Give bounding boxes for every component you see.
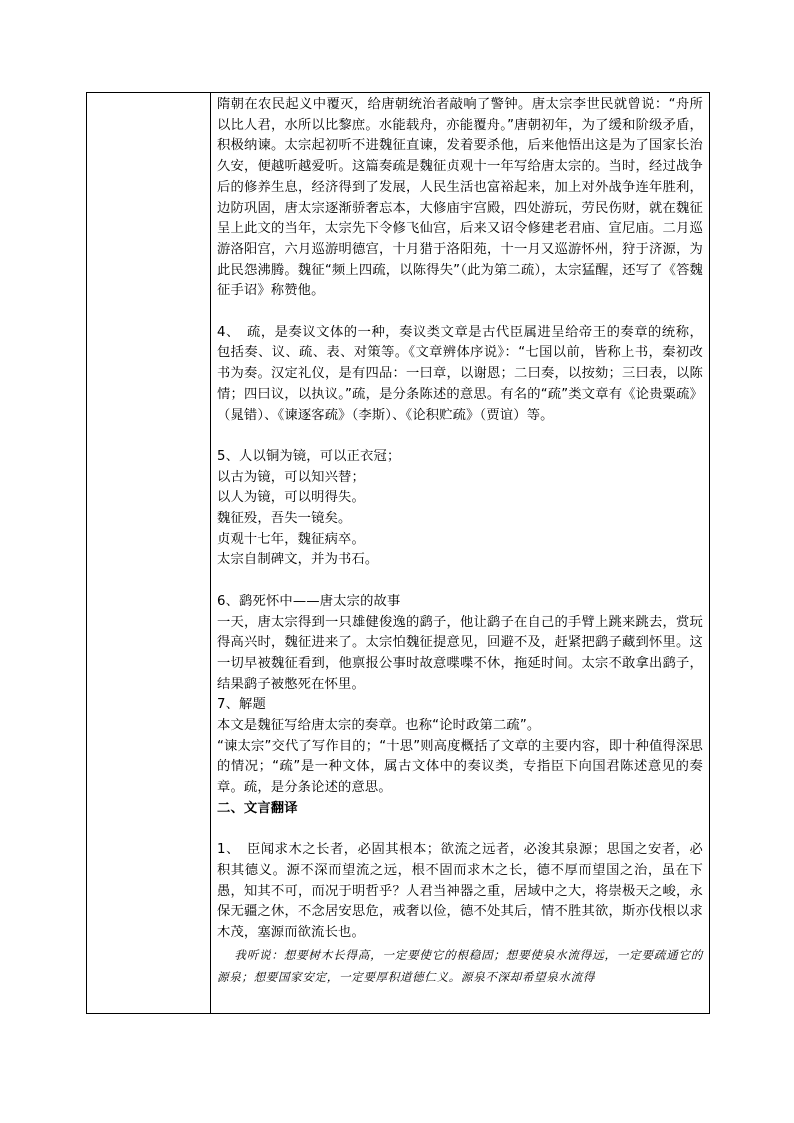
mirror-line: 贞观十七年，魏征病卒。 [217,531,365,547]
section-heading: 二、文言翻译 [217,800,298,816]
story-text: 一天，唐太宗得到一只雄健俊逸的鹞子，他让鹞子在自己的手臂上跳来跳去，赏玩得高兴时，魏征进来了。太宗怕魏征提意见，回避不及，赶紧把鹞子藏到怀里。这一切早被魏征看到，他禀报公事时故意喋喋不休，拖延时间。太宗不敢拿出鹞子，结果鹞子被憋死在怀里。 [217,614,703,692]
mirror-line: 太宗自制碑文，并为书石。 [217,552,379,568]
story-title: 6、鹞死怀中——唐太宗的故事 [217,593,401,609]
shu-paragraph: 4、 疏，是奏议文体的一种，奏议类文章是古代臣属进呈给帝王的奏章的统称，包括奏、议、疏、表、对策等。《文章辨体序说》：“七国以前，皆称上书，秦初改书为奏。汉定礼仪，是有四品：一曰章，以谢恩；二曰奏，以按劾；三曰表，以陈情；四曰议，以执议。”疏，是分条陈述的意思。有名的“疏”类文章有《论贵粟疏》（晁错）、《谏逐客疏》（李斯）、《论积贮疏》（贾谊）等。 [217,324,703,423]
translation-text: 我听说：想要树木长得高，一定要使它的根稳固；想要使泉水流得远，一定要疏通它的源泉；想要国家安定，一定要厚积道德仁义。源泉不深却希望泉水流得 [217,947,703,984]
mirror-line: 魏征殁，吾失一镜矣。 [217,511,352,527]
content-cell [217,95,703,988]
mirror-line: 以人为镜，可以明得失。 [217,490,365,506]
original-text: 1、 臣闻求木之长者，必固其根本；欲流之远者，必浚其泉源；思国之安者，必积其德义。源不深而望流之远，根不固而求木之长，德不厚而望国之治，虽在下愚，知其不可，而况于明哲乎？人君当神器之重，居域中之大，将崇极天之峻，永保无疆之休，不念居安思危，戒奢以俭，德不处其后，情不胜其欲，斯亦伐根以求木茂，塞源而欲流长也。 [217,842,703,941]
jieti-title: 7、解题 [217,697,266,713]
jieti-line: “谏太宗”交代了写作目的；“十思”则高度概括了文章的主要内容，即十种值得深思的情况；“疏”是一种文体，属古文体中的奏议类，专指臣下向国君陈述意见的奏章。疏，是分条论述的意思。 [217,738,703,796]
table-left-column [87,93,211,1013]
history-paragraph: 隋朝在农民起义中覆灭，给唐朝统治者敲响了警钟。唐太宗李世民就曾说：“舟所以比人君，水所以比黎庶。水能载舟，亦能覆舟。”唐朝初年，为了缓和阶级矛盾，积极纳谏。太宗起初听不进魏征直谏，发着要杀他，后来他悟出这是为了国家长治久安，便越听越爱听。这篇奏疏是魏征贞观十一年写给唐太宗的。当时，经过战争后的修养生息，经济得到了发展，人民生活也富裕起来，加上对外战争连年胜利，边防巩固，唐太宗逐渐骄奢忘本，大修庙宇宫殿，四处游玩，劳民伤财，就在魏征呈上此文的当年，太宗先下令修飞仙宫，后来又诏令修建老君庙、宣尼庙。二月巡游洛阳宫，六月巡游明德宫，十月猎于洛阳苑，十一月又巡游怀州，狩于济源，为此民怨沸腾。魏征“频上四疏，以陈得失”（此为第二疏），太宗猛醒，还写了《答魏征手诏》称赞他。 [217,97,703,299]
mirror-line: 5、人以铜为镜，可以正衣冠； [217,448,401,464]
mirror-line: 以古为镜，可以知兴替； [217,469,365,485]
content-table [86,92,710,1014]
jieti-line: 本文是魏征写给唐太宗的奏章。也称“论时政第二疏”。 [217,718,541,734]
